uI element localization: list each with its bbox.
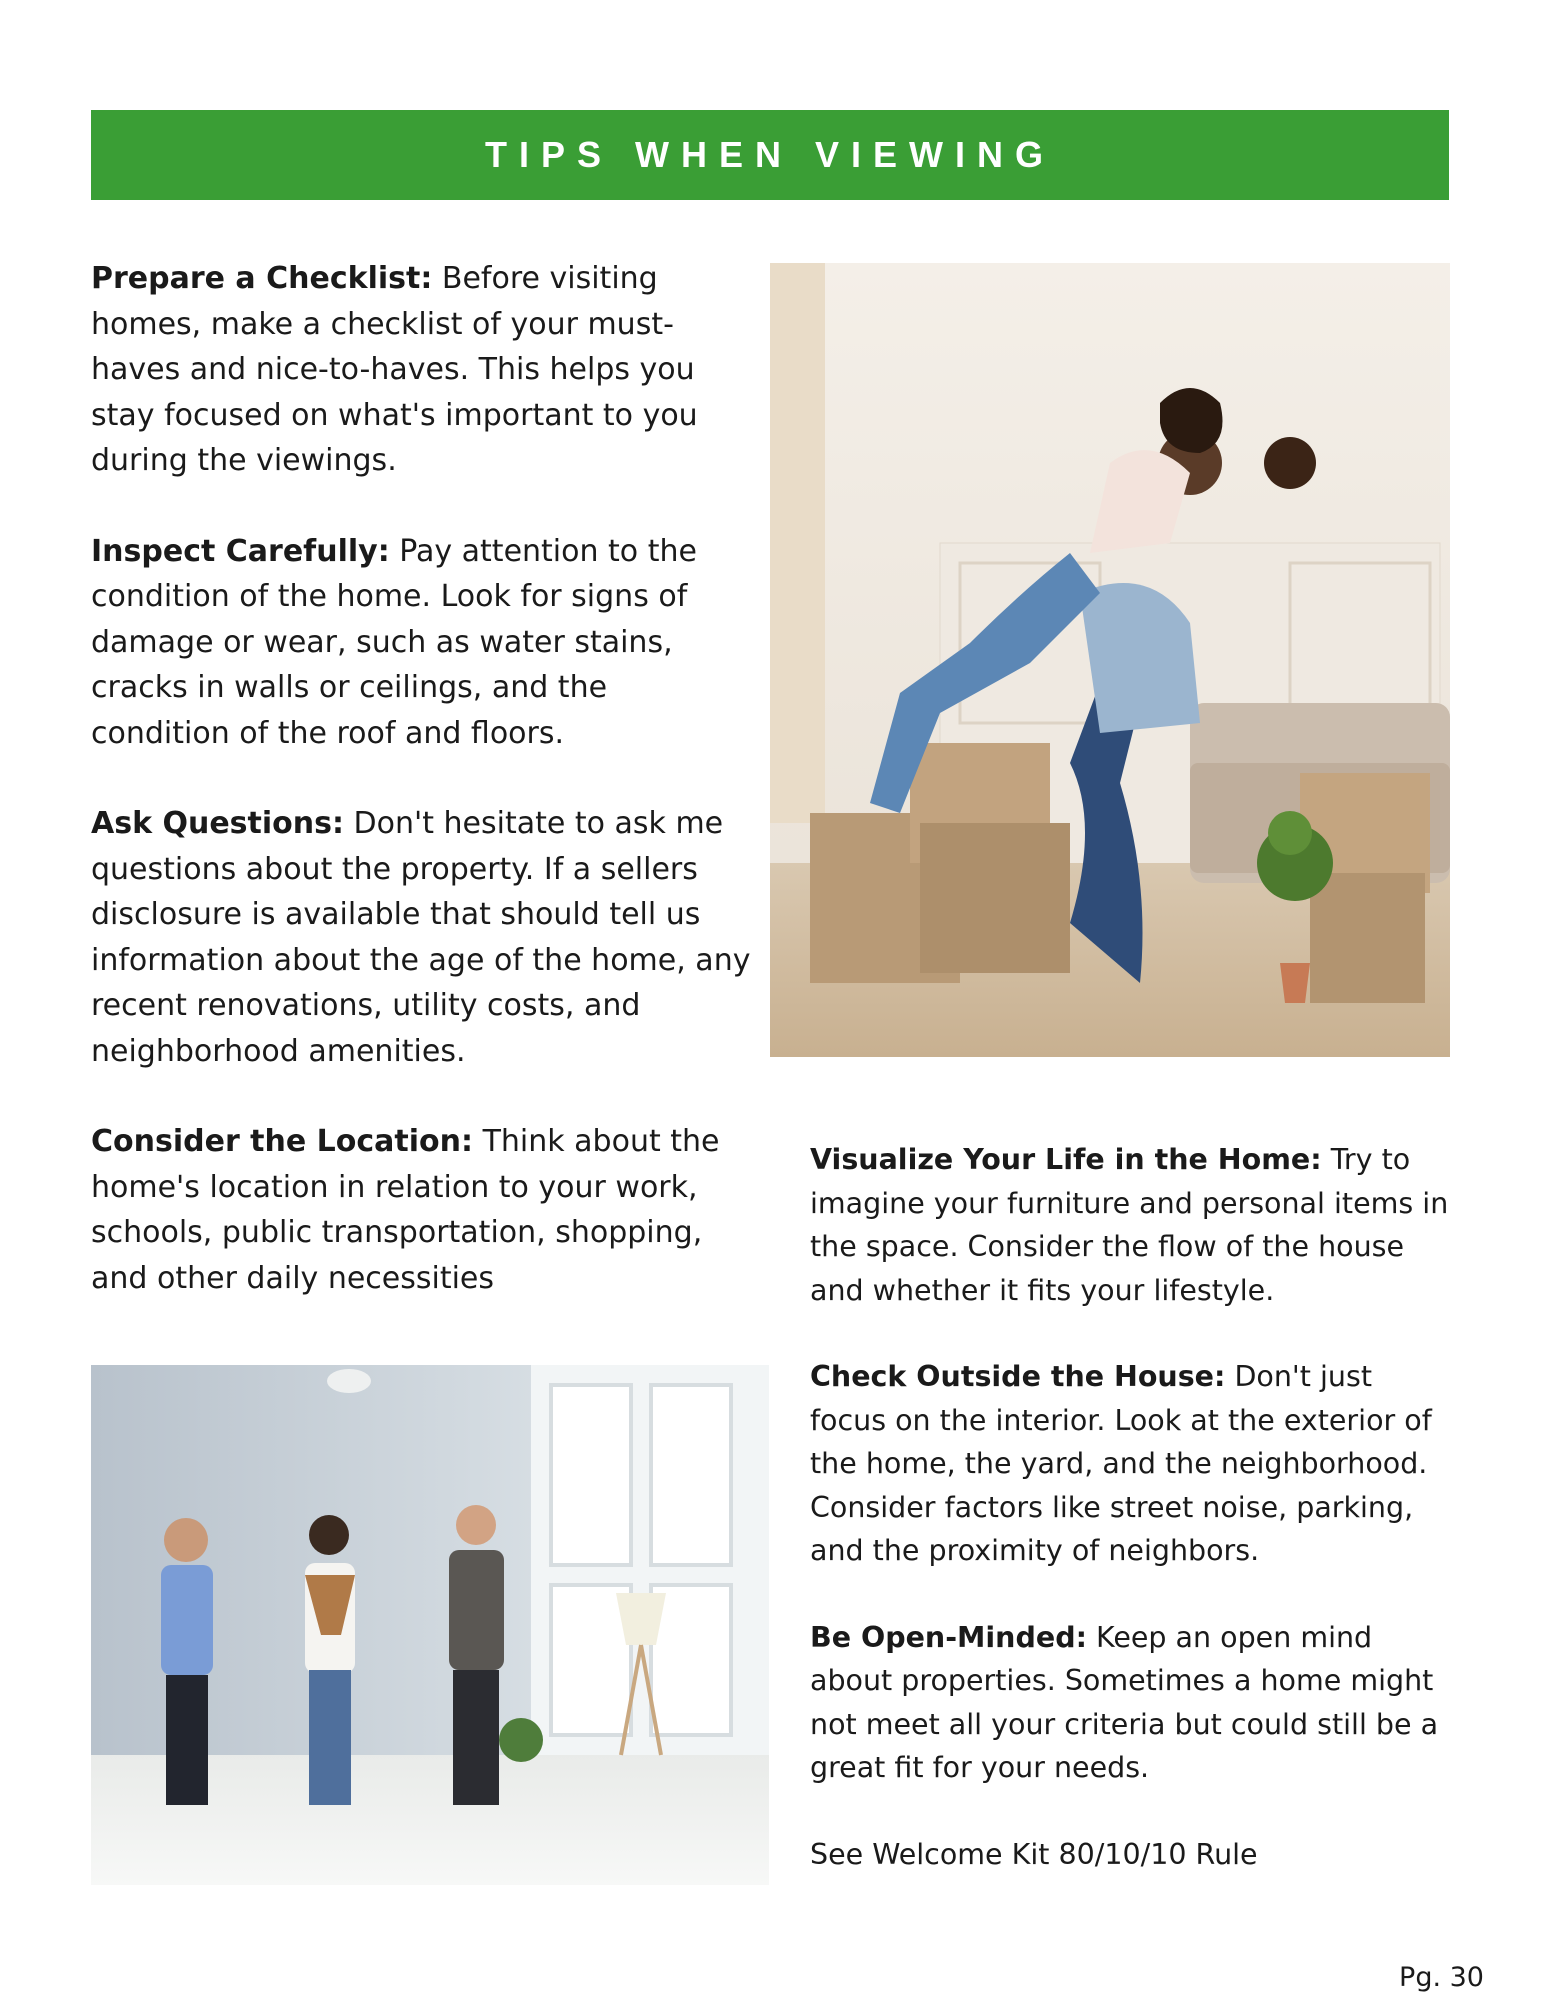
- tip-ask-questions: [91, 801, 751, 1074]
- tip-visualize-life: [810, 1138, 1450, 1312]
- couple-moving-photo: [770, 263, 1450, 1057]
- welcome-kit-note: See Welcome Kit 80/10/10 Rule: [810, 1837, 1258, 1871]
- tip-prepare-checklist: [91, 256, 751, 484]
- tip-body: Keep an open mind about properties. Sometimes a home might not meet all your criteria but could still be a great fit for your needs.: [810, 1620, 1439, 1784]
- tip-heading: Be Open-Minded:: [810, 1620, 1087, 1654]
- agent-showing-home-photo: [91, 1365, 769, 1885]
- tip-heading: Visualize Your Life in the Home:: [810, 1143, 1322, 1176]
- tip-heading: Inspect Carefully:: [91, 533, 390, 569]
- tip-body: Don't just focus on the interior. Look at the exterior of the home, the yard, and the neighborhood. Consider factors like street noise, parking, and the proximity of neighbors.: [810, 1360, 1432, 1567]
- tip-heading: Prepare a Checklist:: [91, 261, 433, 296]
- tip-body: Think about the home's location in relation to your work, schools, public transportation, shopping, and other daily necessities: [91, 1124, 720, 1296]
- tip-check-outside: [810, 1355, 1450, 1573]
- tip-body: Don't hesitate to ask me questions about the property. If a sellers disclosure is available that should tell us information about the age of the home, any recent renovations, utility costs, and neighborhood amenities.: [91, 806, 751, 1069]
- tip-heading: Consider the Location:: [91, 1124, 474, 1159]
- tip-body: Pay attention to the condition of the home. Look for signs of damage or wear, such as water stains, cracks in walls or ceilings, and the condition of the roof and floors.: [91, 533, 697, 751]
- tip-open-minded: [810, 1616, 1450, 1790]
- tip-inspect-carefully: [91, 529, 751, 757]
- tip-body: Before visiting homes, make a checklist of your must-haves and nice-to-haves. This helps you stay focused on what's important to you during the viewings.: [91, 261, 698, 478]
- page-title: TIPS WHEN VIEWING: [484, 134, 1055, 175]
- title-banner: [91, 110, 1449, 200]
- tips-left-column: [91, 256, 751, 1346]
- tips-right-column: [810, 1138, 1450, 1919]
- tip-body: Try to imagine your furniture and personal items in the space. Consider the flow of the house and whether it fits your lifestyle.: [810, 1143, 1449, 1307]
- tip-consider-location: [91, 1119, 751, 1301]
- page-number: Pg. 30: [1399, 1962, 1484, 1993]
- tip-heading: Check Outside the House:: [810, 1360, 1226, 1393]
- tip-heading: Ask Questions:: [91, 806, 344, 841]
